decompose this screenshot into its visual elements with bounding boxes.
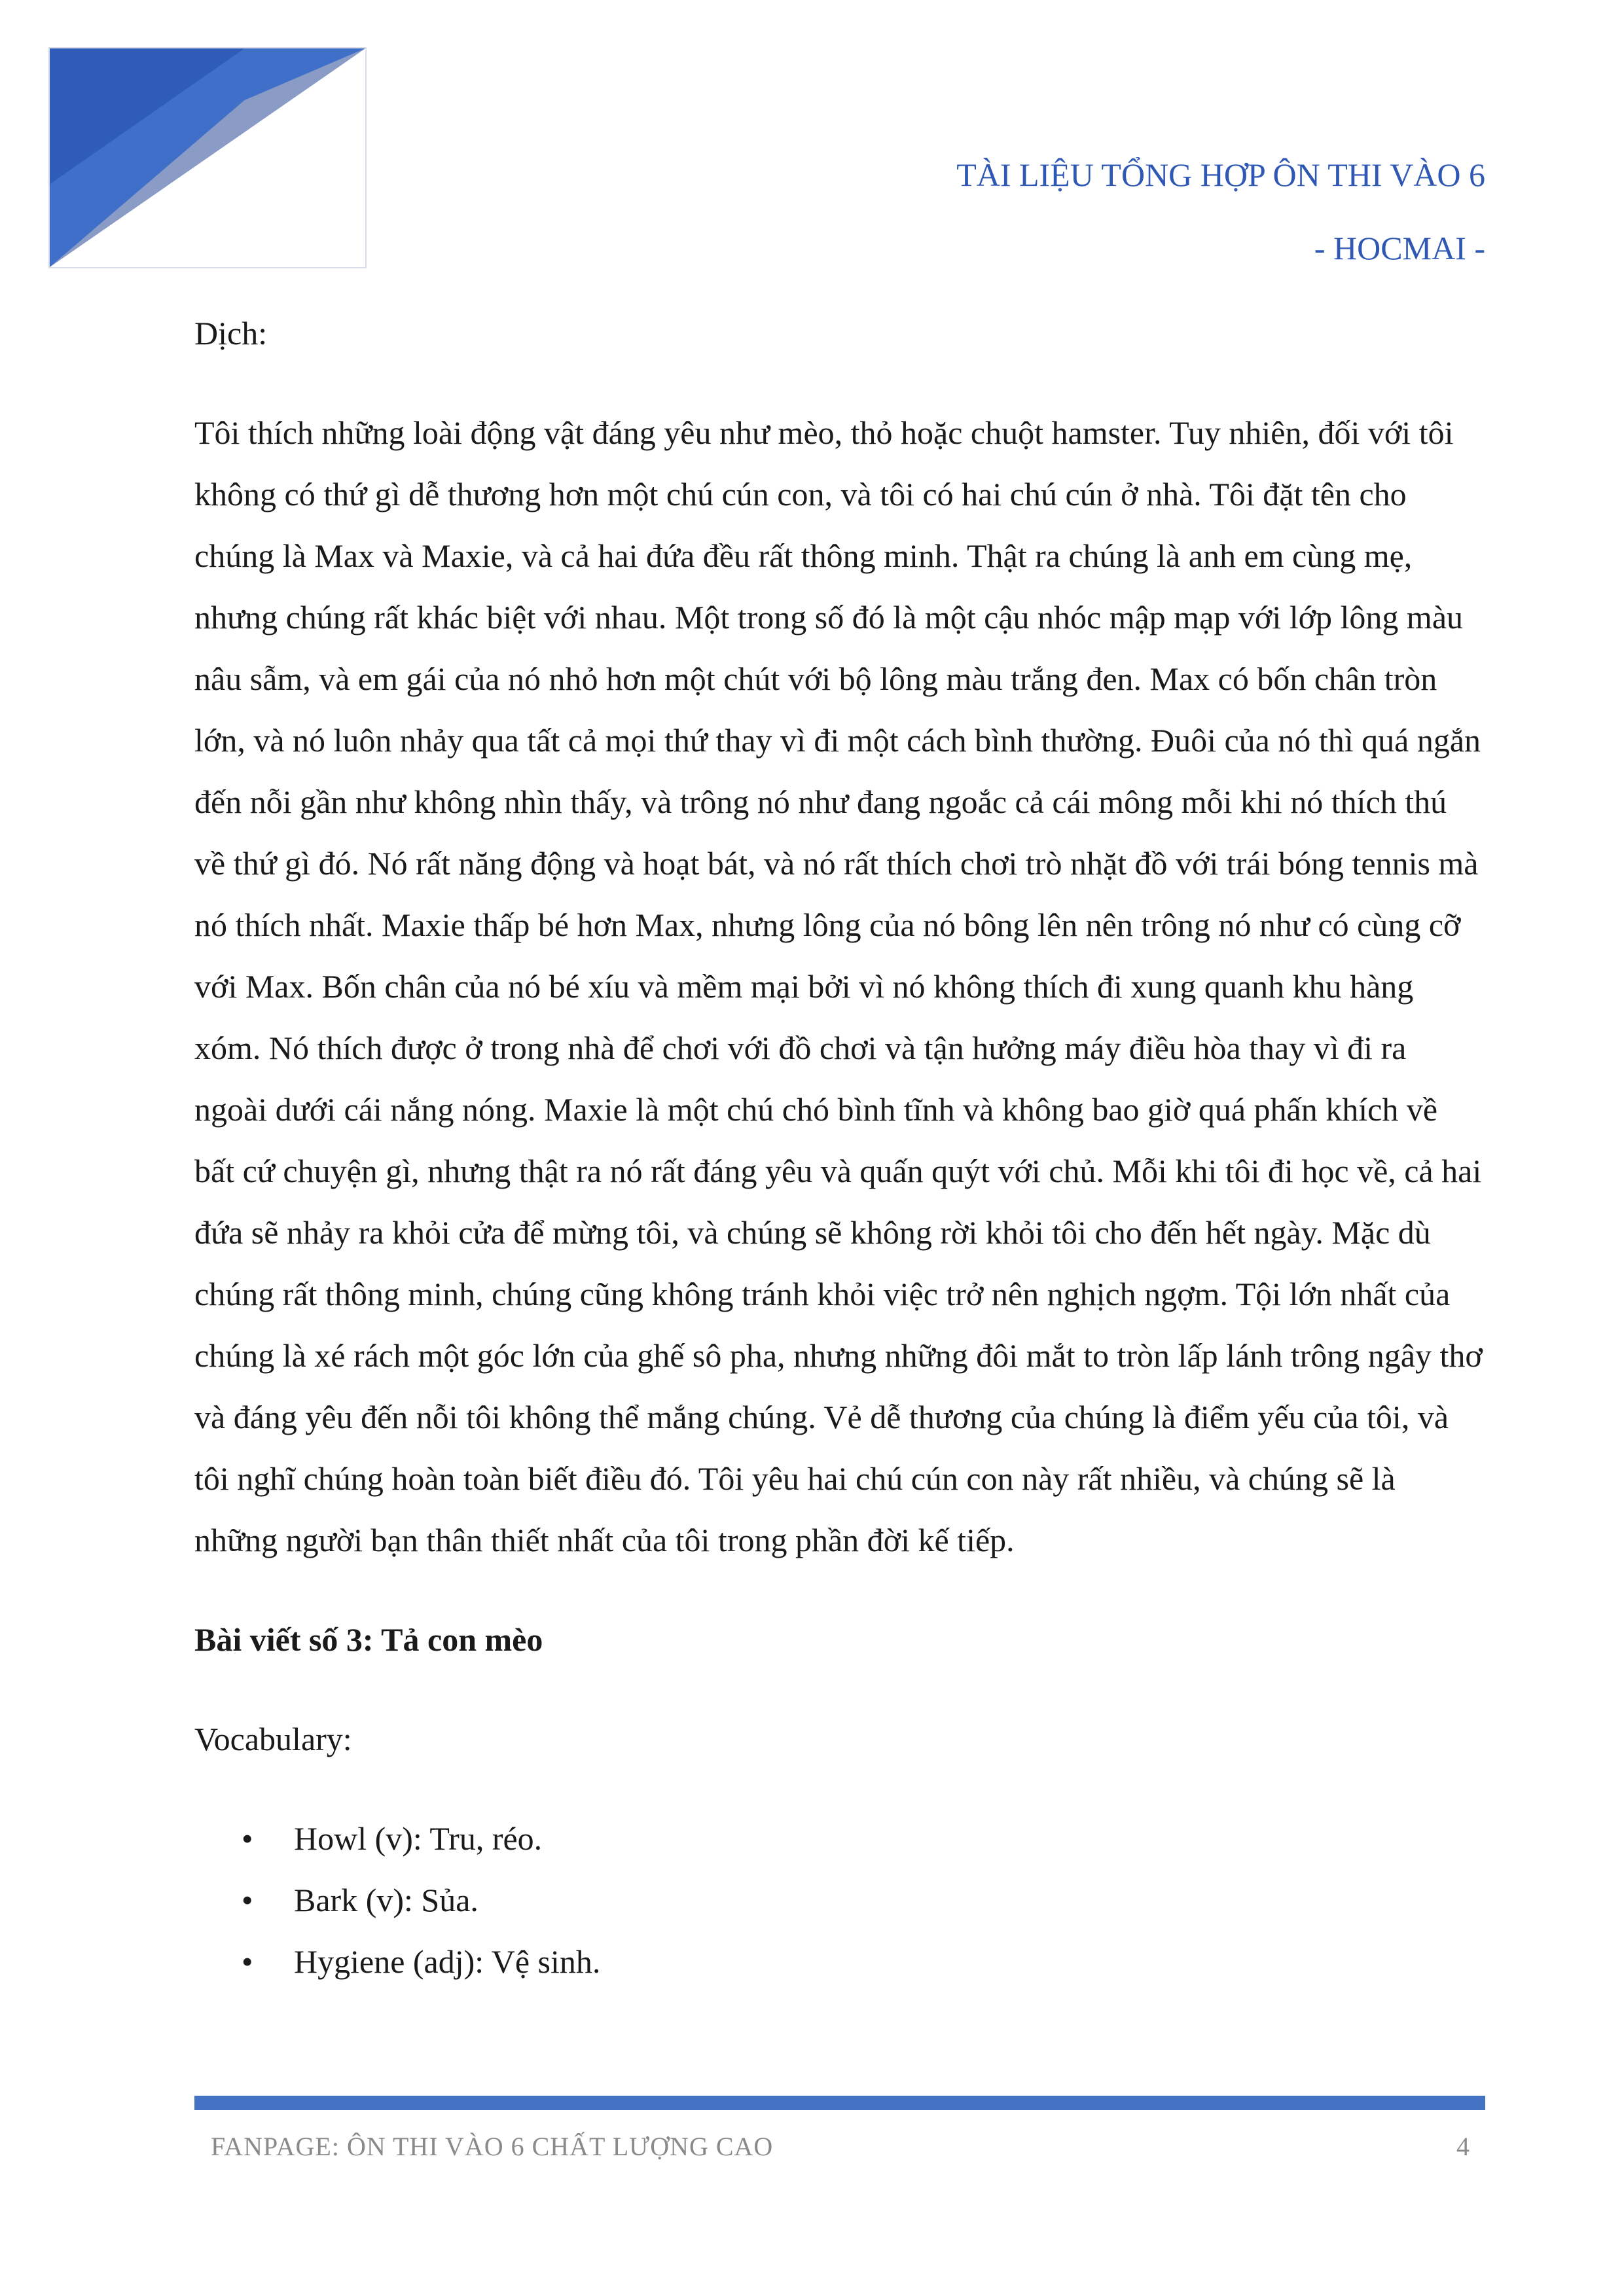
footer-divider	[194, 2096, 1485, 2110]
bullet-icon: •	[242, 1882, 253, 1918]
translation-paragraph: Tôi thích những loài động vật đáng yêu như mèo, thỏ hoặc chuột hamster. Tuy nhiên, đối với tôi không có thứ gì dễ thương hơn một chú cún con, và tôi có hai chú cún ở nhà. Tôi đặt tên cho chúng là Max và Maxie, và cả hai đứa đều rất thông minh. Thật ra chúng là anh em cùng mẹ, nhưng chúng rất khác biệt với nhau. Một trong số đó là một cậu nhóc mập mạp với lớp lông màu nâu sẫm, và em gái của nó nhỏ hơn một chút với bộ lông màu trắng đen. Max có bốn chân tròn lớn, và nó luôn nhảy qua tất cả mọi thứ thay vì đi một cách bình thường. Đuôi của nó thì quá ngắn đến nỗi gần như không nhìn thấy, và trông nó như đang ngoắc cả cái mông mỗi khi nó thích thú về thứ gì đó. Nó rất năng động và hoạt bát, và nó rất thích chơi trò nhặt đồ với trái bóng tennis mà nó thích nhất. Maxie thấp bé hơn Max, nhưng lông của nó bông lên nên trông nó như có cùng cỡ với Max. Bốn chân của nó bé xíu và mềm mại bởi vì nó không thích đi xung quanh khu hàng xóm. Nó thích được ở trong nhà để chơi với đồ chơi và tận hưởng máy điều hòa thay vì đi ra ngoài dưới cái nắng nóng. Maxie là một chú chó bình tĩnh và không bao giờ quá phấn khích về bất cứ chuyện gì, nhưng thật ra nó rất đáng yêu và quấn quýt với chủ. Mỗi khi tôi đi học về, cả hai đứa sẽ nhảy ra khỏi cửa để mừng tôi, và chúng sẽ không rời khỏi tôi cho đến hết ngày. Mặc dù chúng rất thông minh, chúng cũng không tránh khỏi việc trở nên nghịch ngợm. Tội lớn nhất của chúng là xé rách một góc lớn của ghế sô pha, nhưng những đôi mắt to tròn lấp lánh trông ngây thơ và đáng yêu đến nỗi tôi không thể mắng chúng. Vẻ dễ thương của chúng là điểm yếu của tôi, và tôi nghĩ chúng hoàn toàn biết điều đó. Tôi yêu hai chú cún con này rất nhiều, và chúng sẽ là những người bạn thân thiết nhất của tôi trong phần đời kế tiếp.	[194, 414, 1483, 1558]
vocabulary-label: Vocabulary:	[194, 1721, 352, 1757]
bullet-icon: •	[242, 1820, 253, 1857]
footer-fanpage-text: FANPAGE: ÔN THI VÀO 6 CHẤT LƯỢNG CAO	[211, 2132, 774, 2161]
header-title: TÀI LIỆU TỔNG HỢP ÔN THI VÀO 6	[956, 156, 1485, 193]
page-number: 4	[1456, 2132, 1470, 2161]
article-title: Bài viết số 3: Tả con mèo	[194, 1621, 543, 1658]
bullet-icon: •	[242, 1943, 253, 1980]
vocabulary-list	[194, 1808, 1485, 1992]
list-item	[194, 1808, 1485, 1869]
translation-label: Dịch:	[194, 315, 268, 351]
list-item	[194, 1931, 1485, 1992]
logo-triangles-icon	[50, 48, 365, 267]
vocab-item-text: Bark (v): Sủa.	[294, 1882, 478, 1918]
logo-graphic	[48, 47, 367, 268]
list-item	[194, 1869, 1485, 1931]
document-content	[194, 302, 1485, 1992]
header-subtitle: - HOCMAI -	[1314, 230, 1485, 266]
vocab-item-text: Howl (v): Tru, réo.	[294, 1820, 543, 1857]
vocab-item-text: Hygiene (adj): Vệ sinh.	[294, 1943, 601, 1980]
